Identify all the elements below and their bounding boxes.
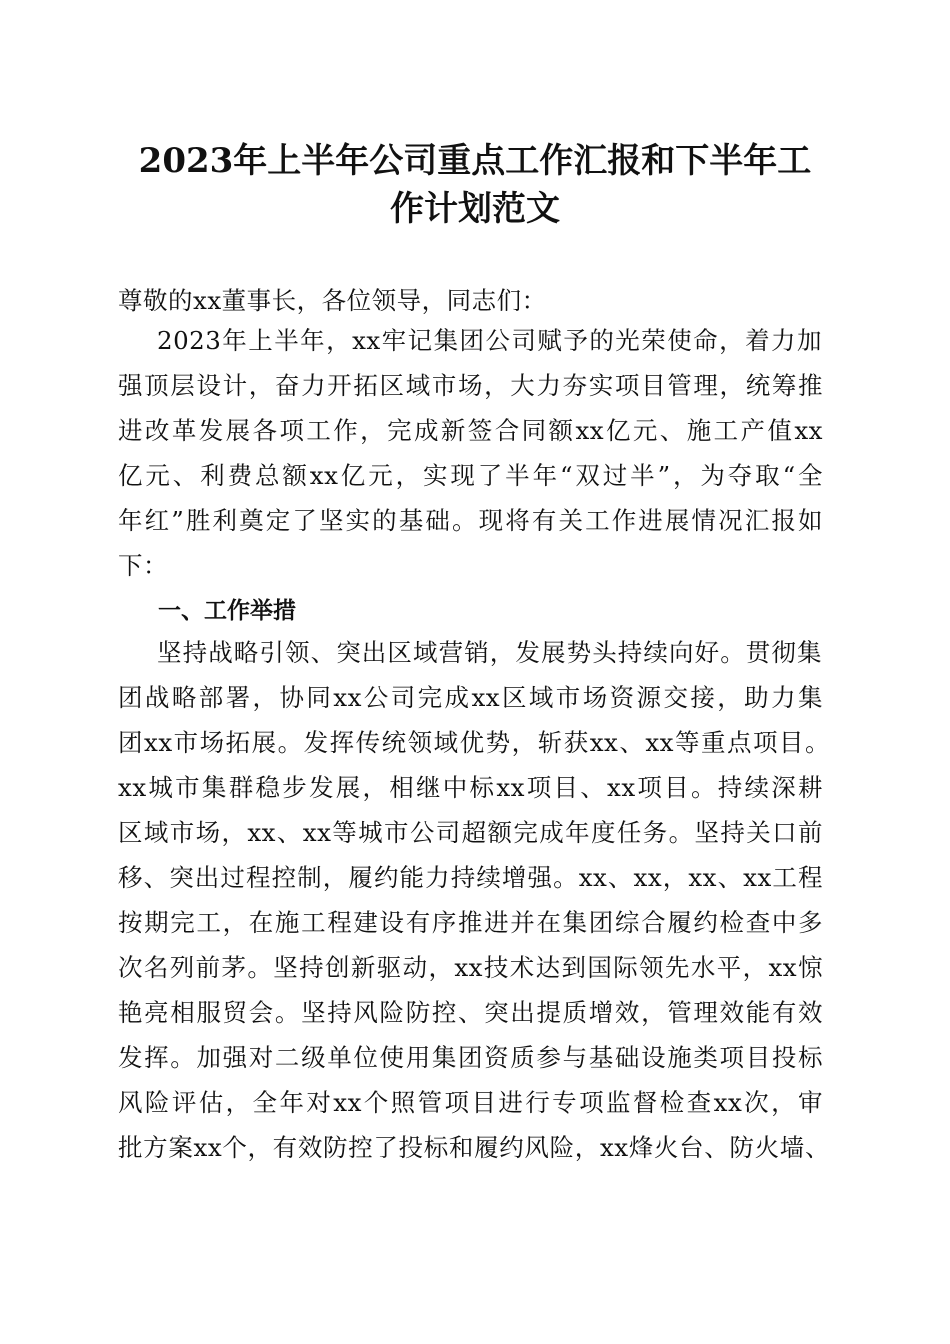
intro-line-2: 强顶层设计，奋力开拓区域市场，大力夯实项目管理，统筹推 [118,371,823,400]
document-title-line-2: 作计划范文 [390,189,560,229]
section-line-1: 坚持战略引领、突出区域营销，发展势头持续向好。贯彻集 [157,638,822,667]
section-line-3: 团xx市场拓展。发挥传统领域优势，斩获xx、xx等重点项目。 [118,728,830,757]
salutation: 尊敬的xx董事长，各位领导，同志们： [118,286,547,315]
intro-line-6: 下： [118,551,168,580]
section-line-6: 移、突出过程控制，履约能力持续增强。xx、xx，xx、xx工程 [118,863,823,892]
intro-line-1: 2023年上半年，xx牢记集团公司赋予的光荣使命，着力加 [157,326,822,355]
section-line-11: 风险评估，全年对xx个照管项目进行专项监督检查xx次，审 [118,1088,823,1117]
section-line-9: 艳亮相服贸会。坚持风险防控、突出提质增效，管理效能有效 [118,998,823,1027]
section-line-4: xx城市集群稳步发展，相继中标xx项目、xx项目。持续深耕 [118,773,823,802]
section-line-10: 发挥。加强对二级单位使用集团资质参与基础设施类项目投标 [118,1043,823,1072]
section-line-7: 按期完工，在施工程建设有序推进并在集团综合履约检查中多 [118,908,823,937]
section-line-2: 团战略部署，协同xx公司完成xx区域市场资源交接，助力集 [118,683,823,712]
document-title-line-1: 2023年上半年公司重点工作汇报和下半年工 [138,141,812,181]
intro-line-4: 亿元、利费总额xx亿元，实现了半年“双过半”，为夺取“全 [118,461,823,490]
section-line-8: 次名列前茅。坚持创新驱动，xx技术达到国际领先水平，xx惊 [118,953,823,982]
section-line-5: 区域市场，xx、xx等城市公司超额完成年度任务。坚持关口前 [118,818,823,847]
intro-line-5: 年红”胜利奠定了坚实的基础。现将有关工作进展情况汇报如 [118,506,823,535]
intro-line-3: 进改革发展各项工作，完成新签合同额xx亿元、施工产值xx [118,416,823,445]
section-line-12: 批方案xx个，有效防控了投标和履约风险，xx烽火台、防火墙、 [118,1133,830,1162]
section-heading: 一、工作举措 [158,598,296,624]
